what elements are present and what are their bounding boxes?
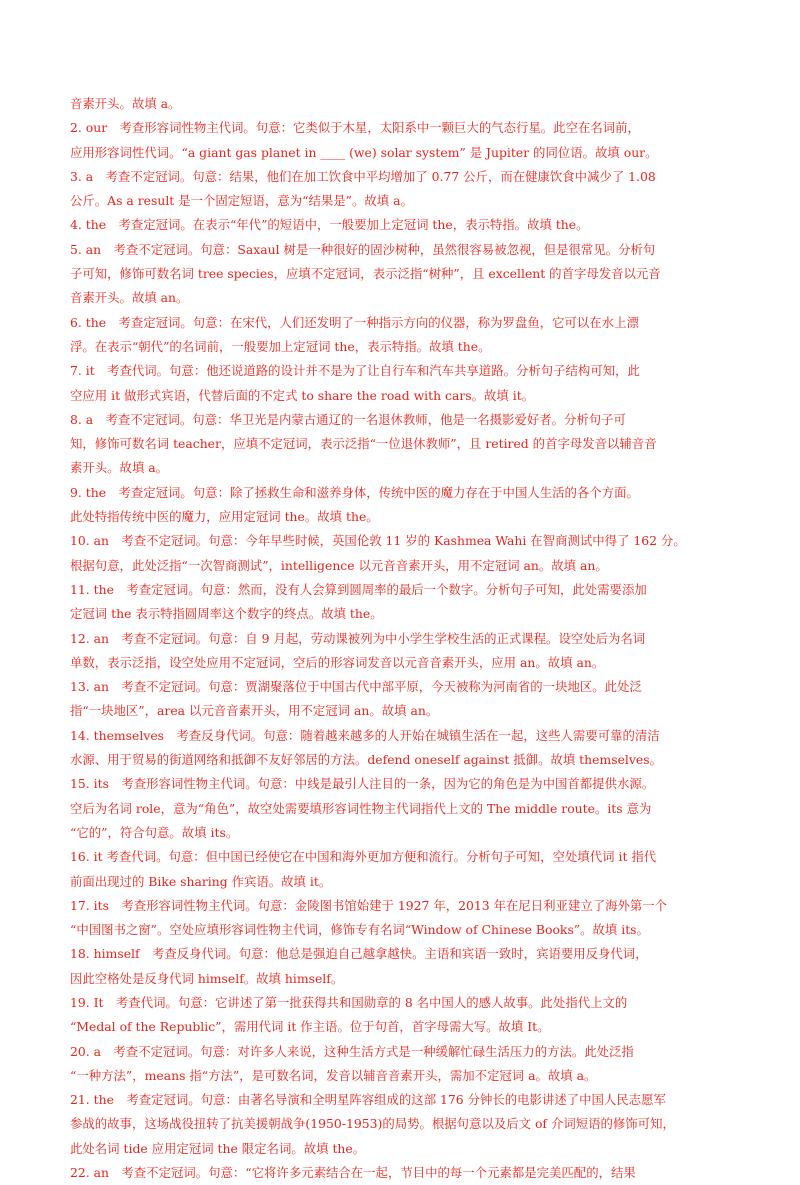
text-line: 音素开头。故填 an。 (70, 290, 189, 306)
text-line: 2. our 考查形容词性物主代词。句意：它类似于木星，太阳系中一颗巨大的气态行星。此空在名词前， (70, 120, 640, 136)
text-line: 公斤。As a result 是一个固定短语，意为“结果是”。故填 a。 (70, 193, 413, 209)
text-line: 此处名词 tide 应用定冠词 the 限定名词。故填 the。 (70, 1140, 366, 1156)
text-line: 知，修饰可数名词 teacher，应填不定冠词，表示泛指“一位退休教师”，且 retired 的首字母发音以辅音音 (70, 436, 657, 452)
text-line: 定冠词 the 表示特指圆周率这个数字的终点。故填 the。 (70, 606, 383, 622)
text-line: 3. a 考查不定冠词。句意：结果，他们在加工饮食中平均增加了 0.77 公斤，而在健康饮食中减少了 1.08 (70, 168, 656, 184)
text-line: 11. the 考查定冠词。句意：然而，没有人会算到圆周率的最后一个数字。分析句子可知，此处需要添加 (70, 581, 647, 597)
text-line: 前面出现过的 Bike sharing 作宾语。故填 it。 (70, 873, 332, 889)
text-line: 素开头。故填 a。 (70, 460, 169, 476)
text-line: 根据句意，此处泛指“一次智商测试”，intelligence 以元音音素开头，用不定冠词 an。故填 an。 (70, 557, 608, 573)
answer-explanations (70, 92, 732, 1185)
text-line: “一种方法”，means 指“方法”，是可数名词，发音以辅音音素开头，需加不定冠词 a。故填 a。 (70, 1067, 597, 1083)
text-line: 14. themselves 考查反身代词。句意：随着越来越多的人开始在城镇生活在一起，这些人需要可靠的清洁 (70, 727, 660, 743)
text-line: 空应用 it 做形式宾语，代替后面的不定式 to share the road with cars。故填 it。 (70, 387, 535, 403)
text-line: “它的”，符合句意。故填 its。 (70, 824, 239, 840)
text-line: 8. a 考查不定冠词。句意：华卫光是内蒙古通辽的一名退休教师，他是一名摄影爱好者。分析句子可 (70, 411, 626, 427)
text-line: 指“一块地区”，area 以元音音素开头，用不定冠词 an。故填 an。 (70, 703, 439, 719)
text-line: 20. a 考查不定冠词。句意：对许多人来说，这种生活方式是一种缓解忙碌生活压力的方法。此处泛指 (70, 1043, 634, 1059)
text-line: “Medal of the Republic”，需用代词 it 作主语。位于句首，首字母需大写。故填 It。 (70, 1019, 550, 1035)
text-line: 4. the 考查定冠词。在表示“年代”的短语中，一般要加上定冠词 the，表示特指。故填 the。 (70, 217, 589, 233)
text-line: 参战的故事，这场战役扭转了抗美援朝战争(1950-1953)的局势。根据句意以及后文 of 介词短语的修饰可知， (70, 1116, 675, 1132)
text-line: 15. its 考查形容词性物主代词。句意：中线是最引人注目的一条，因为它的角色是为中国首都提供水源。 (70, 776, 655, 792)
text-line: 18. himself 考查反身代词。句意：他总是强迫自己越拿越快。主语和宾语一致时，宾语要用反身代词， (70, 946, 648, 962)
text-line: 子可知，修饰可数名词 tree species，应填不定冠词，表示泛指“树种”，且 excellent 的首字母发音以元音 (70, 266, 661, 282)
text-line: 应用形容词性代词。“a giant gas planet in ____ (we) solar system” 是 Jupiter 的同位语。故填 our。 (70, 144, 658, 160)
text-line: 21. the 考查定冠词。句意：由著名导演和全明星阵容组成的这部 176 分钟长的电影讲述了中国人民志愿军 (70, 1092, 666, 1108)
text-line: 浮。在表示“朝代”的名词前，一般要加上定冠词 the，表示特指。故填 the。 (70, 338, 491, 354)
text-line: 19. It 考查代词。句意：它讲述了第一批获得共和国勋章的 8 名中国人的感人故事。此处指代上文的 (70, 994, 628, 1010)
text-line: 12. an 考查不定冠词。句意：自 9 月起，劳动课被列为中小学生学校生活的正式课程。设空处后为名词 (70, 630, 646, 646)
text-line: 音素开头。故填 a。 (70, 96, 181, 111)
text-line: 水源、用于贸易的街道网络和抵御不友好邻居的方法。defend oneself against 抵御。故填 themselves。 (70, 752, 662, 768)
text-line: 16. it 考查代词。句意：但中国已经使它在中国和海外更加方便和流行。分析句子可知，空处填代词 it 指代 (70, 849, 657, 865)
text-line: “中国图书之窗”。空处应填形容词性物主代词，修饰专有名词“Window of Chinese Books”。故填 its。 (70, 922, 649, 938)
text-line: 9. the 考查定冠词。句意：除了拯救生命和滋养身体，传统中医的魔力存在于中国人生活的各个方面。 (70, 484, 639, 500)
text-line: 此处特指传统中医的魔力，应用定冠词 the。故填 the。 (70, 509, 379, 525)
text-line: 5. an 考查不定冠词。句意：Saxaul 树是一种很好的固沙树种，虽然很容易被忽视，但是很常见。分析句 (70, 241, 656, 257)
text-line: 17. its 考查形容词性物主代词。句意：金陵图书馆始建于 1927 年，2013 年在尼日利亚建立了海外第一个 (70, 897, 668, 913)
text-line: 6. the 考查定冠词。句意：在宋代，人们还发明了一种指示方向的仪器，称为罗盘鱼，它可以在水上漂 (70, 314, 639, 330)
text-line: 13. an 考查不定冠词。句意：贾湖聚落位于中国古代中部平原，今天被称为河南省的一块地区。此处泛 (70, 679, 642, 695)
text-line: 因此空格处是反身代词 himself。故填 himself。 (70, 970, 344, 986)
text-line: 空后为名词 role，意为“角色”，故空处需要填形容词性物主代词指代上文的 The middle route。its 意为 (70, 800, 652, 816)
text-line: 22. an 考查不定冠词。句意：“它将许多元素结合在一起，节目中的每一个元素都是完美匹配的，结果 (70, 1165, 636, 1181)
text-line: 10. an 考查不定冠词。句意：今年早些时候，英国伦敦 11 岁的 Kashmea Wahi 在智商测试中得了 162 分。 (70, 533, 686, 549)
text-line: 7. it 考查代词。句意：他还说道路的设计并不是为了让自行车和汽车共享道路。分析句子结构可知，此 (70, 363, 640, 379)
text-line: 单数，表示泛指，设空处应用不定冠词，空后的形容词发音以元音音素开头，应用 an。故填 an。 (70, 654, 605, 670)
